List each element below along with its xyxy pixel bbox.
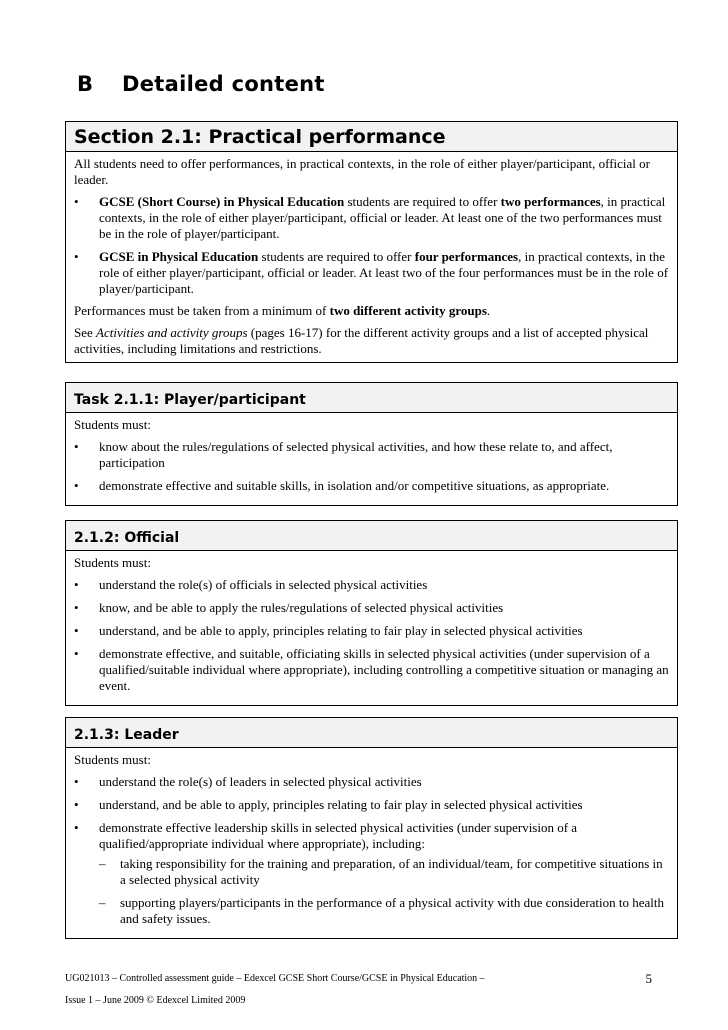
section-bullet-list — [74, 194, 670, 297]
leader-sub-list — [99, 856, 670, 927]
list-item: • understand the role(s) of officials in selected physical activities — [74, 577, 670, 593]
player-task-body — [66, 413, 677, 505]
official-task-lead: Students must: — [74, 555, 151, 570]
list-item: • know, and be able to apply the rules/regulations of selected physical activities — [74, 600, 670, 616]
list-item: • know about the rules/regulations of selected physical activities, and how these relate to, and affect, participation — [74, 439, 670, 471]
page-footer — [65, 968, 678, 1012]
sub-list-item: – supporting players/participants in the performance of a physical activity with due consideration to health and safety issues. — [99, 895, 670, 927]
page-number: 5 — [645, 971, 652, 986]
footer-document-ref: UG021013 – Controlled assessment guide – Edexcel GCSE Short Course/GCSE in Physical Education – — [65, 973, 485, 984]
official-task-box — [65, 520, 678, 706]
leader-task-title: 2.1.3: Leader — [66, 718, 677, 748]
section-body — [66, 152, 677, 362]
list-item: • demonstrate effective and suitable skills, in isolation and/or competitive situations, as appropriate. — [74, 478, 670, 494]
official-task-list — [74, 577, 670, 694]
see-reference: See Activities and activity groups (pages 16-17) for the different activity groups and a list of accepted physical activities, including limitations and restrictions. — [74, 325, 649, 356]
list-item: • understand the role(s) of leaders in selected physical activities — [74, 774, 670, 790]
section-title: Section 2.1: Practical performance — [66, 122, 677, 152]
player-task-list — [74, 439, 670, 494]
list-item: • understand, and be able to apply, principles relating to fair play in selected physical activities — [74, 623, 670, 639]
list-item: • demonstrate effective, and suitable, officiating skills in selected physical activities (under supervision of a qualified/suitable individual where appropriate), including controlling a competitive situation or managing an event. — [74, 646, 670, 694]
leader-task-lead: Students must: — [74, 752, 151, 767]
list-item: • GCSE (Short Course) in Physical Education students are required to offer two performances, in practical contexts, in the role of either player/participant, official or leader. At least one of the two performances must be in the role of player/participant. — [74, 194, 670, 242]
list-item: • GCSE in Physical Education students are required to offer four performances, in practical contexts, in the role of either player/participant, official or leader. At least two of the four performances must be in the role of player/participant. — [74, 249, 670, 297]
list-item: • demonstrate effective leadership skills in selected physical activities (under supervision of a qualified/appropriate individual where appropriate), including: – taking responsibility for the training and preparation, of an individual/team, for competitive situations in a selected physical activity – supporting players/participants in the performance of a physical activity with due consideration to health and safety issues. — [74, 820, 670, 927]
sub-list-item: – taking responsibility for the training and preparation, of an individual/team, for competitive situations in a selected physical activity — [99, 856, 670, 888]
section-intro: All students need to offer performances, in practical contexts, in the role of either player/participant, official or leader. — [74, 156, 650, 187]
footer-issue: Issue 1 – June 2009 © Edexcel Limited 2009 — [65, 995, 246, 1006]
official-task-title: 2.1.2: Official — [66, 521, 677, 551]
leader-task-body — [66, 748, 677, 938]
chapter-title: Detailed content — [122, 72, 325, 96]
player-task-box — [65, 382, 678, 506]
chapter-letter: B — [77, 72, 94, 96]
leader-task-box — [65, 717, 678, 939]
section-box — [65, 121, 678, 363]
activity-groups-note: Performances must be taken from a minimum of two different activity groups. — [74, 303, 491, 318]
player-task-title: Task 2.1.1: Player/participant — [66, 383, 677, 413]
leader-task-list — [74, 774, 670, 927]
official-task-body — [66, 551, 677, 705]
list-item: • understand, and be able to apply, principles relating to fair play in selected physical activities — [74, 797, 670, 813]
player-task-lead: Students must: — [74, 417, 151, 432]
chapter-heading — [77, 72, 325, 96]
